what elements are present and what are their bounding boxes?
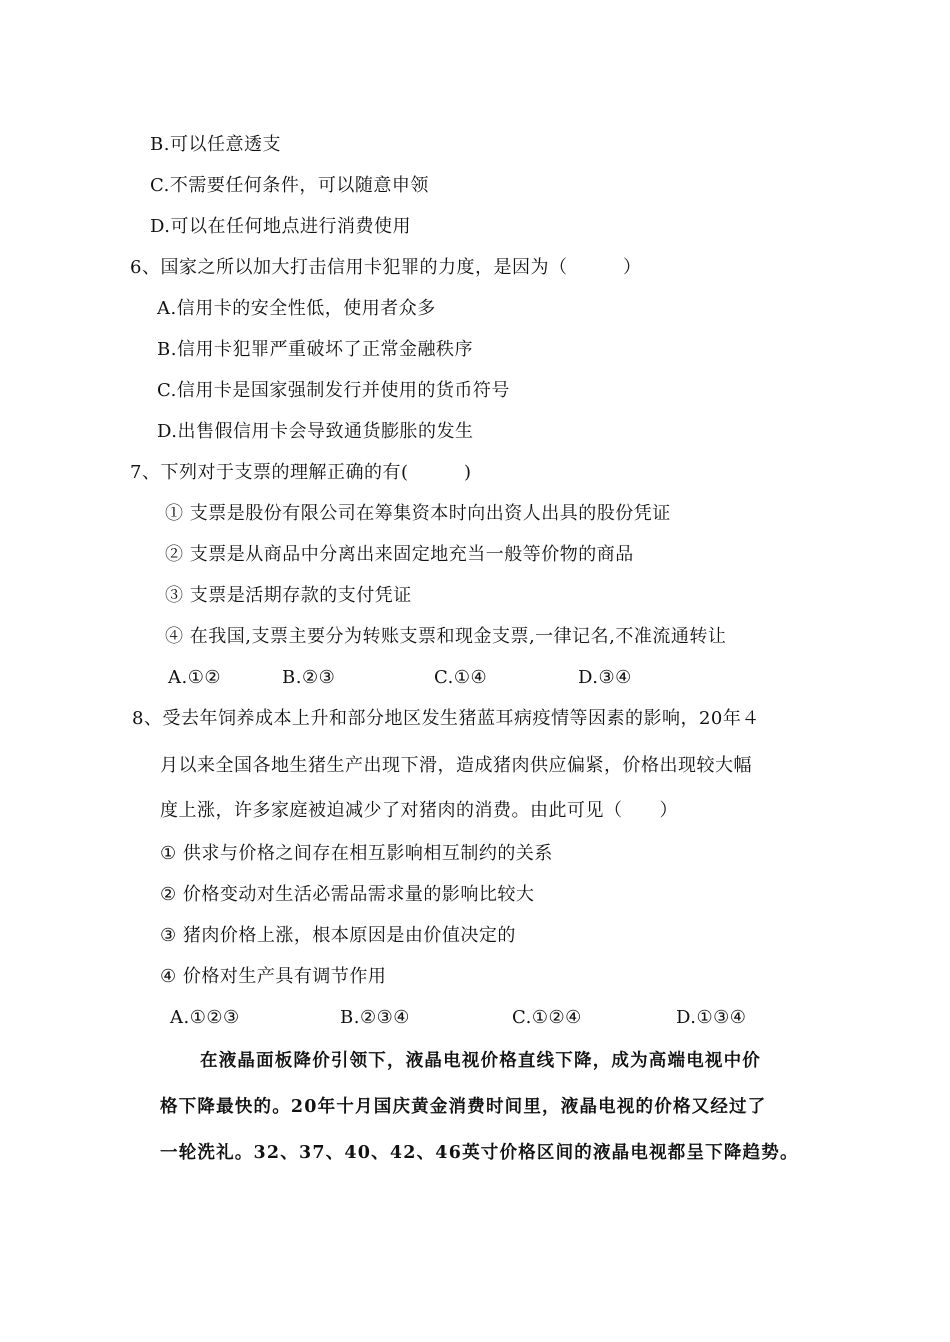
q8-statement-4: ④ 价格对生产具有调节作用 [160,966,387,987]
q7-statement-2: ② 支票是从商品中分离出来固定地充当一般等价物的商品 [165,544,634,565]
q6-option-d: D.出售假信用卡会导致通货膨胀的发生 [157,421,474,442]
q7-choice-b: B.②③ [282,667,336,688]
q8-stem-line-3: 度上涨，许多家庭被迫减少了对猪肉的消费。由此可见（ ） [160,800,678,821]
q7-statement-4: ④ 在我国,支票主要分为转账支票和现金支票,一律记名,不准流通转让 [165,626,727,647]
q8-choices [0,1006,950,1030]
q8-stem-line-2: 月以来全国各地生猪生产出现下滑，造成猪肉供应偏紧，价格出现较大幅 [160,755,752,776]
passage-line-2: 格下降最快的。20年十月国庆黄金消费时间里，液晶电视的价格又经过了 [160,1097,767,1117]
q6-option-a: A.信用卡的安全性低，使用者众多 [157,298,436,319]
passage-line-3: 一轮洗礼。32、37、40、42、46英寸价格区间的液晶电视都呈下降趋势。 [160,1143,799,1163]
q8-choice-b: B.②③④ [340,1007,410,1028]
q8-choice-d: D.①③④ [676,1007,747,1028]
q8-statement-2: ② 价格变动对生活必需品需求量的影响比较大 [160,884,535,905]
q7-choice-d: D.③④ [578,667,632,688]
q8-stem-line-1: 8、受去年饲养成本上升和部分地区发生猪蓝耳病疫情等因素的影响，20年４ [132,708,760,729]
q8-statement-1: ① 供求与价格之间存在相互影响相互制约的关系 [160,843,553,864]
q7-choice-c: C.①④ [434,667,488,688]
q5-option-b: B.可以任意透支 [150,134,281,155]
q8-choice-a: A.①②③ [170,1007,240,1028]
q6-stem: 6、国家之所以加大打击信用卡犯罪的力度，是因为（ ） [130,257,642,278]
q6-option-c: C.信用卡是国家强制发行并使用的货币符号 [157,380,510,401]
q7-statement-1: ① 支票是股份有限公司在筹集资本时向出资人出具的股份凭证 [165,503,671,524]
q6-option-b: B.信用卡犯罪严重破坏了正常金融秩序 [157,339,473,360]
q5-option-d: D.可以在任何地点进行消费使用 [150,216,412,237]
q8-statement-3: ③ 猪肉价格上涨，根本原因是由价值决定的 [160,925,516,946]
q7-choices [0,666,950,690]
q7-choice-a: A.①② [168,667,221,688]
q7-statement-3: ③ 支票是活期存款的支付凭证 [165,585,412,606]
q5-option-c: C.不需要任何条件，可以随意申领 [150,175,429,196]
passage-line-1: 在液晶面板降价引领下，液晶电视价格直线下降，成为高端电视中价 [200,1051,761,1071]
q7-stem: 7、下列对于支票的理解正确的有( ) [130,462,472,483]
q8-choice-c: C.①②④ [512,1007,582,1028]
